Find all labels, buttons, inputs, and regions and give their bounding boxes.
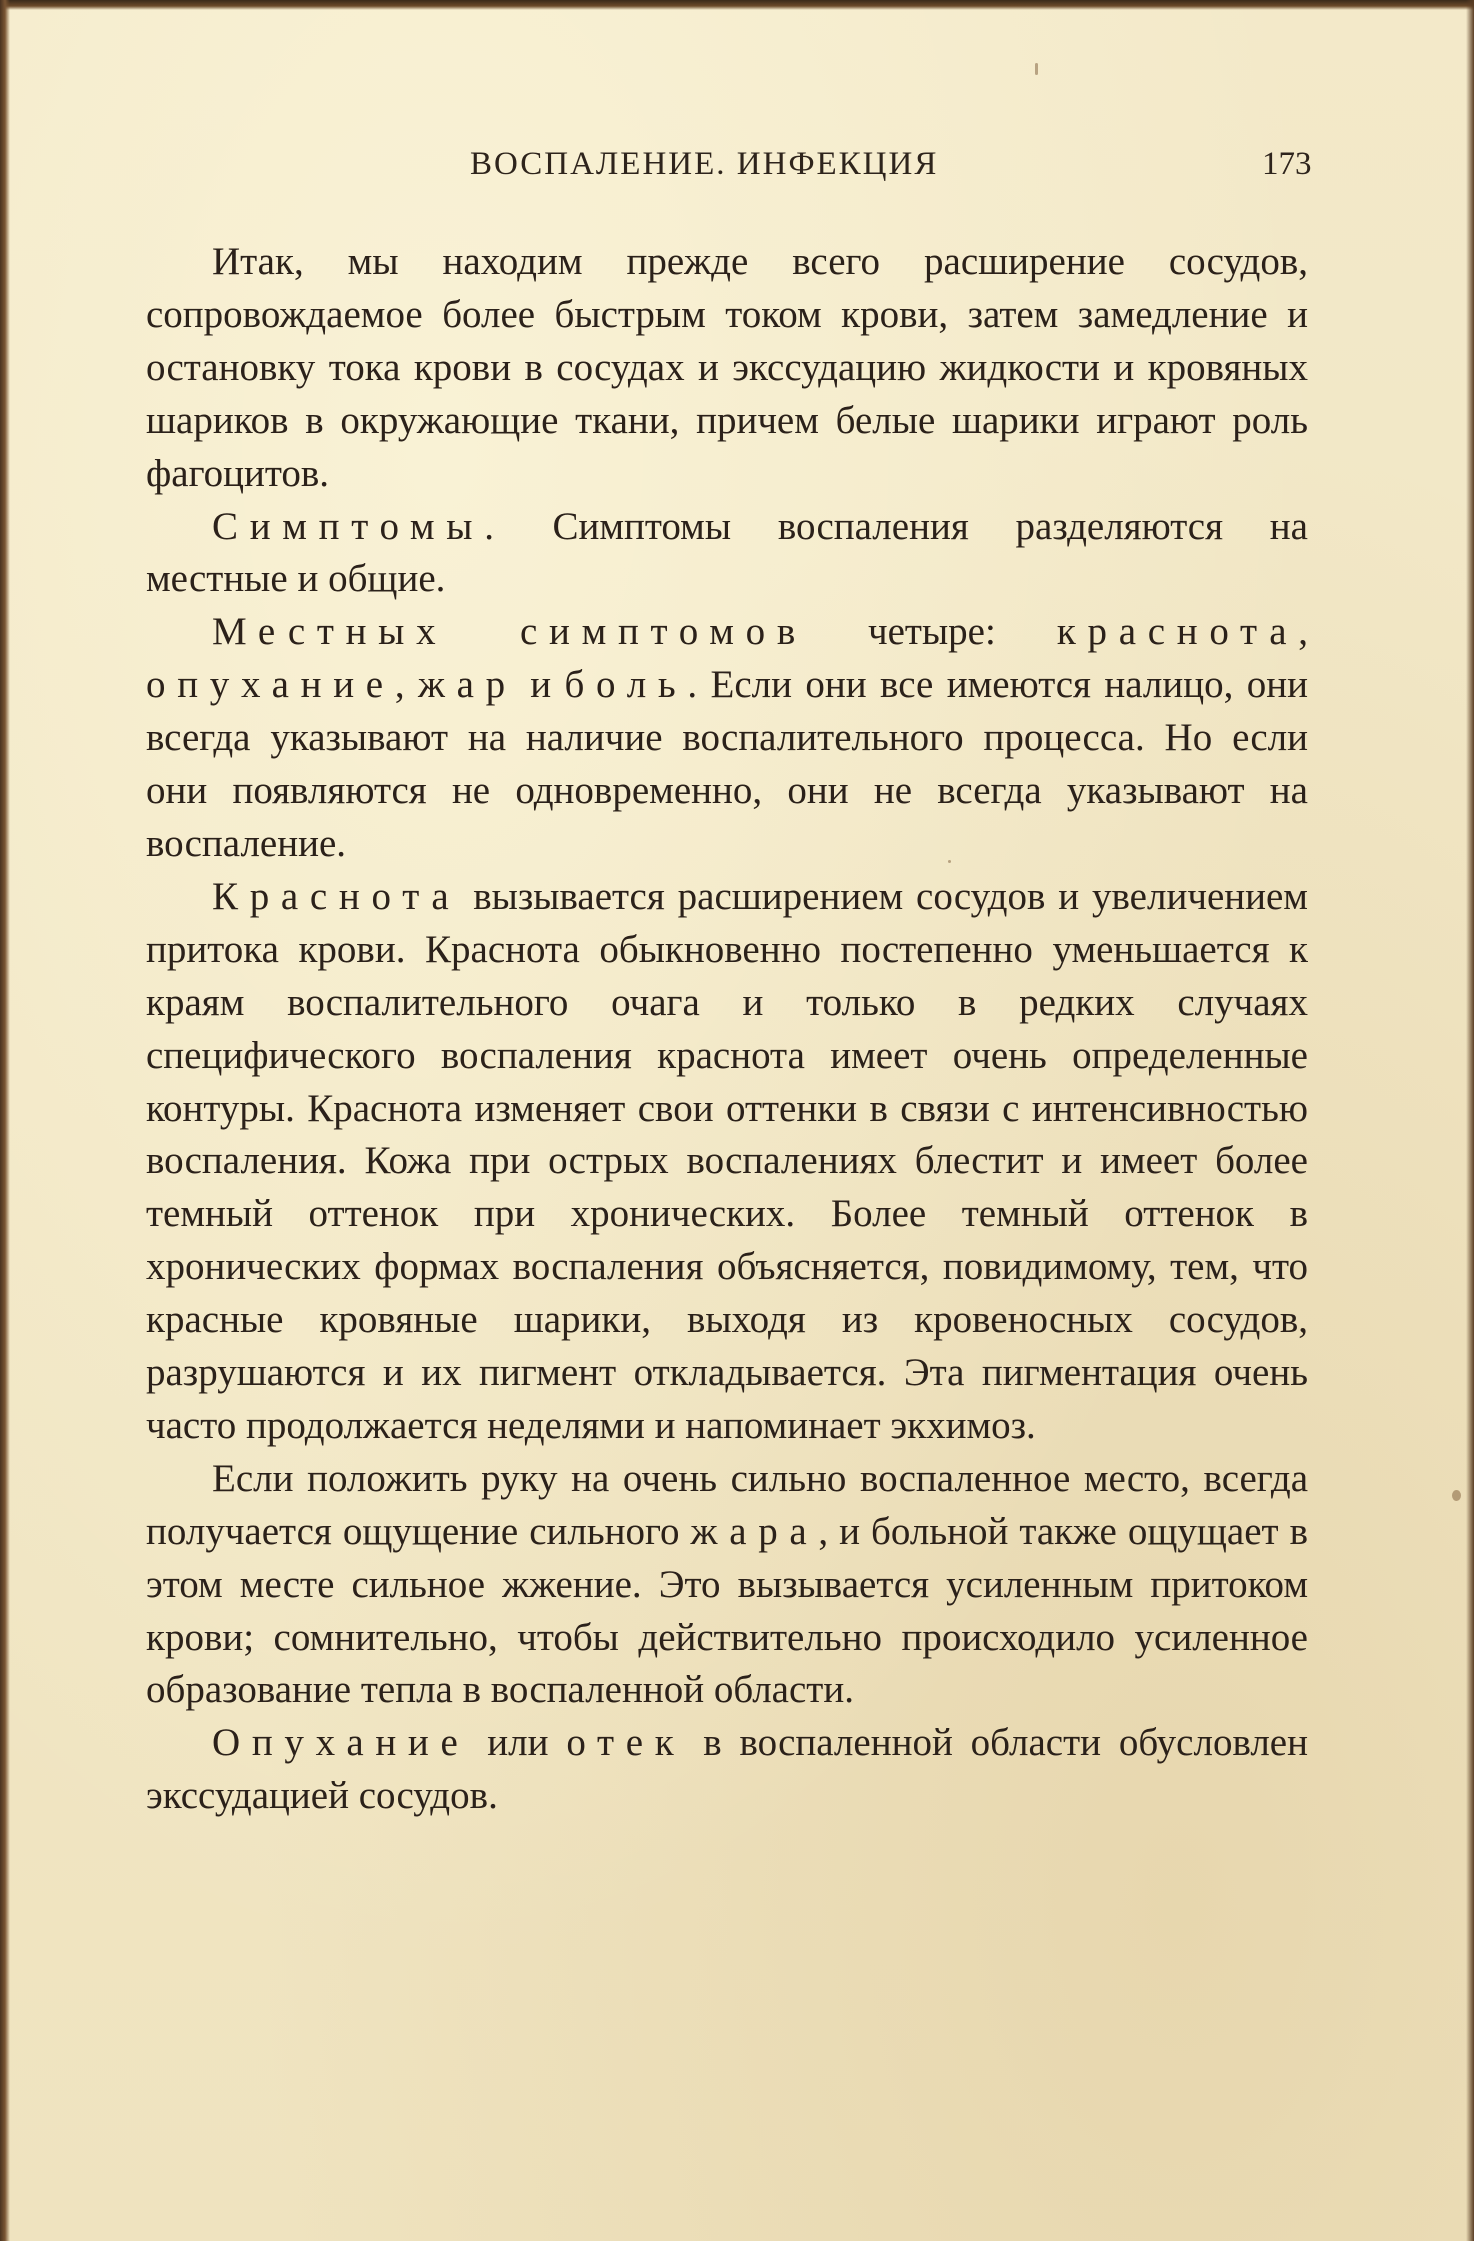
spaced-term: Опухание (212, 1721, 470, 1765)
text-segment: , и больной также ощущает в этом месте сильное жжение. Это вызывается усиленным притоком крови; сомнительно, чтобы действительно происходило усиленное образование тепла в воспаленной области. (146, 1509, 1308, 1712)
spaced-term: боль (564, 663, 688, 707)
spaced-term: опухание (146, 663, 395, 707)
spaced-term: жара (690, 1509, 819, 1553)
paragraph-heat (146, 1453, 1308, 1718)
paragraph-local-symptoms (146, 606, 1308, 871)
spaced-term: Местных симптомов (212, 610, 807, 654)
paper-speck (948, 860, 951, 863)
spaced-term: жар (417, 663, 517, 707)
body-text (146, 236, 1308, 1823)
paper-speck (1452, 1490, 1461, 1501)
paragraph-symptoms (146, 501, 1308, 607)
paragraph-summary (146, 236, 1308, 501)
text-segment: Итак, мы находим прежде всего расширение сосудов, сопровождаемое более быстрым током крови, затем замедление и остановку тока крови в сосудах и экссудацию жидкости и кровяных шариков в окружающие ткани, причем белые шарики играют роль фагоцитов. (146, 240, 1308, 495)
running-title: ВОСПАЛЕНИЕ. ИНФЕКЦИЯ (470, 146, 939, 182)
text-segment: или (469, 1721, 567, 1765)
text-segment: Если положить руку на очень сильно воспаленное место, всегда получается ощущение сильного (146, 1456, 1308, 1553)
text-segment: , (1298, 610, 1308, 654)
text-segment: четыре: (806, 610, 1057, 654)
running-head (0, 146, 1474, 196)
text-segment: в воспаленной области обусловлен экссудацией сосудов. (146, 1721, 1308, 1818)
spaced-term: Краснота (212, 874, 461, 918)
text-segment: . Если они все имеются налицо, они всегда указывают на наличие воспалительного процесса. Но если они появляются не одновременно, они не всегда указывают на воспаление. (146, 663, 1309, 865)
paper-speck (1035, 63, 1038, 75)
page-left-edge (0, 0, 10, 2241)
paragraph-swelling (146, 1717, 1308, 1823)
paragraph-redness (146, 871, 1308, 1453)
page-right-edge (1466, 0, 1474, 2241)
text-segment: , (394, 663, 418, 707)
spaced-term: отек (566, 1721, 686, 1765)
spaced-term: Симптомы. (212, 504, 506, 548)
text-segment: и (516, 663, 565, 707)
text-segment: Симптомы воспаления разделяются на местные и общие. (146, 504, 1308, 601)
page-top-edge (0, 0, 1474, 10)
page-number: 173 (1262, 146, 1312, 182)
spaced-term: краснота (1056, 610, 1299, 654)
text-segment: вызывается расширением сосудов и увеличением притока крови. Краснота обыкновенно постепенно уменьшается к краям воспалительного очага и только в редких случаях специфического воспаления краснота имеет очень определенные контуры. Краснота изменяет свои оттенки в связи с интенсивностью воспаления. Кожа при острых воспалениях блестит и имеет более темный оттенок при хронических. Более темный оттенок в хронических формах воспаления объясняется, повидимому, тем, что красные кровяные шарики, выходя из кровеносных сосудов, разрушаются и их пигмент откладывается. Эта пигментация очень часто продолжается неделями и напоминает экхимоз. (146, 874, 1308, 1447)
